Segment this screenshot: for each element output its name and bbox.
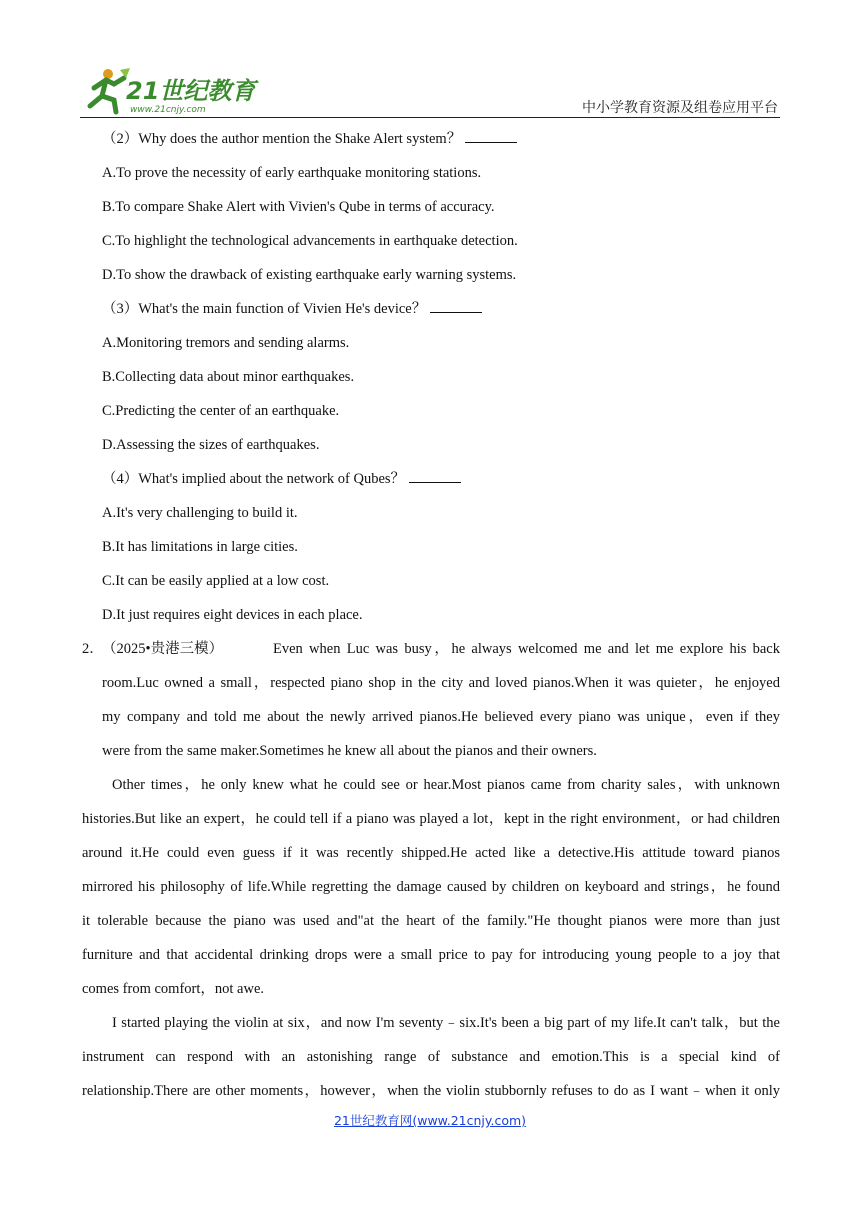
passage-line: I started playing the violin at six，and now I'm seventy﹣six.It's been a big part of my life.It can't talk，but the (112, 1015, 780, 1031)
option-c: C.To highlight the technological advancements in earthquake detection. (102, 233, 518, 249)
passage-line: Even when Luc was busy，he always welcomed me and let me explore his back (273, 641, 780, 657)
answer-blank[interactable] (430, 298, 482, 313)
option-b: B.Collecting data about minor earthquakes. (102, 369, 355, 385)
page-content (82, 122, 780, 1108)
option-b: B.It has limitations in large cities. (102, 539, 298, 555)
footer-link[interactable]: 21世纪教育网(www.21cnjy.com) (333, 1113, 527, 1128)
question-stem: （3）What's the main function of Vivien He's device？ (82, 292, 780, 326)
passage-line: relationship.There are other moments，however，when the violin stubbornly refuses to do as I want﹣when it only (82, 1083, 780, 1099)
passage-line: my company and told me about the newly arrived pianos.He believed every piano was unique，even if they (102, 709, 780, 725)
option-d: D.To show the drawback of existing earthquake early warning systems. (102, 267, 517, 283)
passage-number: 2． (82, 641, 104, 657)
logo-text: 21世纪教育 (126, 77, 256, 105)
logo-url: www.21cnjy.com (130, 105, 206, 115)
passage-line: mirrored his philosophy of life.While regretting the damage caused by children on keyboard and strings，he found (82, 879, 780, 895)
question-stem: （2）Why does the author mention the Shake Alert system？ (82, 122, 780, 156)
question-stem: （4）What's implied about the network of Qubes？ (82, 462, 780, 496)
option-d: D.It just requires eight devices in each place. (102, 607, 363, 623)
passage-line: instrument can respond with an astonishing range of substance and emotion.This is a special kind of (82, 1049, 780, 1065)
platform-title: 中小学教育资源及组卷应用平台 (582, 100, 778, 116)
passage-source: （2025•贵港三模） (102, 641, 224, 657)
runner-icon (90, 68, 130, 112)
passage-line: furniture and that accidental drinking drops were a small price to pay for introducing young people to a joy that (82, 947, 780, 963)
option-d: D.Assessing the sizes of earthquakes. (102, 437, 320, 453)
passage-line: Other times，he only knew what he could see or hear.Most pianos came from charity sales，with unknown (112, 777, 780, 793)
answer-blank[interactable] (465, 128, 517, 143)
passage-line: were from the same maker.Sometimes he knew all about the pianos and their owners. (102, 743, 597, 759)
option-c: C.Predicting the center of an earthquake. (102, 403, 340, 419)
passage-line: room.Luc owned a small，respected piano shop in the city and loved pianos.When it was quieter，he enjoyed (102, 675, 780, 691)
passage-line: it tolerable because the piano was used and"at the heart of the family."He thought pianos were more than just (82, 913, 780, 929)
page-header (80, 66, 780, 118)
logo-21cnjy (80, 66, 280, 116)
header-divider (80, 117, 780, 118)
passage-line: histories.But like an expert，he could tell if a piano was played a lot，kept in the right environment，or had children (82, 811, 780, 827)
option-a: A.To prove the necessity of early earthquake monitoring stations. (102, 165, 482, 181)
answer-blank[interactable] (409, 468, 461, 483)
page-footer (0, 1111, 860, 1129)
option-a: A.It's very challenging to build it. (102, 505, 298, 521)
passage-line: comes from comfort，not awe. (82, 981, 265, 997)
option-c: C.It can be easily applied at a low cost. (102, 573, 330, 589)
option-b: B.To compare Shake Alert with Vivien's Qube in terms of accuracy. (102, 199, 495, 215)
option-a: A.Monitoring tremors and sending alarms. (102, 335, 350, 351)
passage-first-line (82, 632, 780, 666)
passage-line: around it.He could even guess if it was recently shipped.He acted like a detective.His attitude toward pianos (82, 845, 780, 861)
